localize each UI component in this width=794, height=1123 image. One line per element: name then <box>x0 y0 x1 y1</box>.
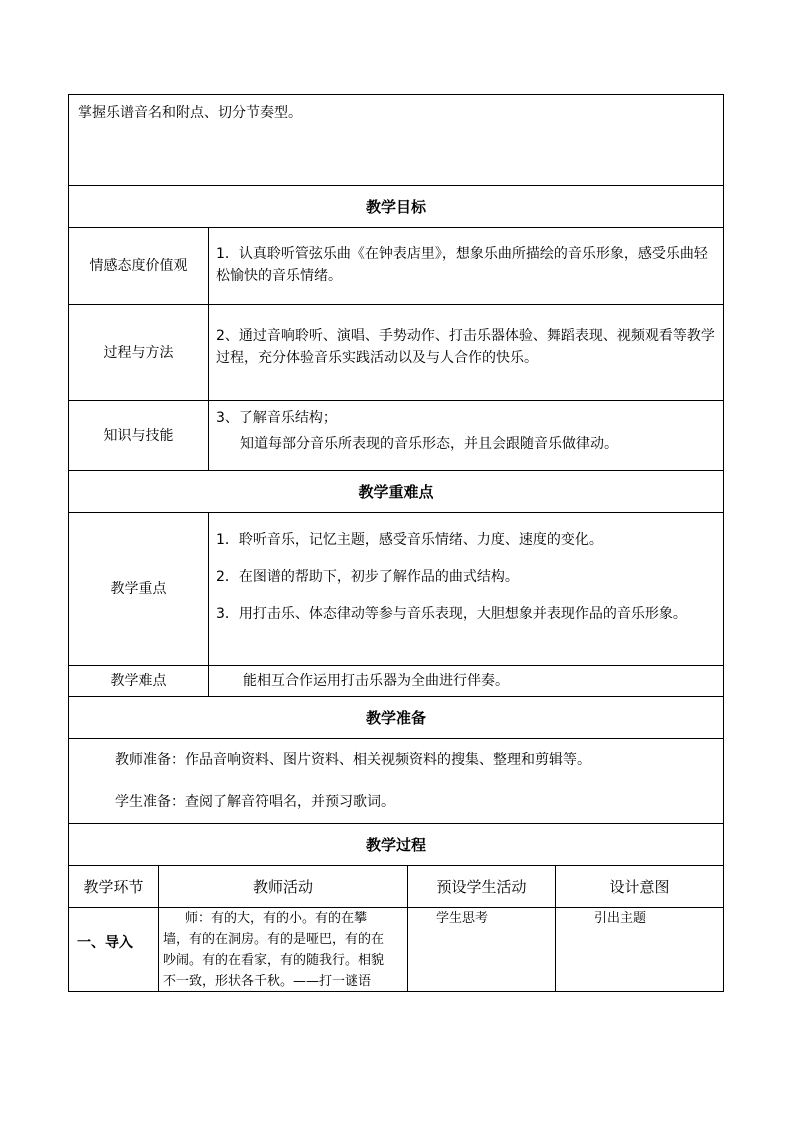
objective-text-knowledge <box>209 401 723 470</box>
teacher-activity-line-3: 吵闹。有的在看家，有的随我行。相貌 <box>163 953 385 968</box>
objective-row-emotion <box>68 228 724 305</box>
preparation-header: 教学准备 <box>365 709 426 727</box>
difficulty-row <box>68 666 724 697</box>
focus-item-3: 3．用打击乐、体态律动等参与音乐表现，大胆想象并表现作品的音乐形象。 <box>216 606 687 622</box>
student-preparation: 学生准备：查阅了解音符唱名，并预习歌词。 <box>115 794 395 810</box>
focus-row <box>68 513 724 666</box>
intro-text: 掌握乐谱音名和附点、切分节奏型。 <box>78 105 302 121</box>
preparation-header-row <box>68 697 724 739</box>
col-header-student: 预设学生活动 <box>408 866 556 907</box>
focus-item-2: 2．在图谱的帮助下，初步了解作品的曲式结构。 <box>216 569 519 585</box>
keypoints-header: 教学重难点 <box>358 483 434 501</box>
teacher-activity-line-4: 不一致，形状各千秋。——打一谜语 <box>163 974 372 989</box>
teacher-activity-line-2: 墙，有的在洞房。有的是哑巴，有的在 <box>163 932 385 947</box>
intro-row <box>68 94 724 186</box>
objectives-header: 教学目标 <box>365 198 426 216</box>
difficulty-label: 教学难点 <box>69 666 209 696</box>
objective-knowledge-line2: 知道每部分音乐所表现的音乐形态，并且会跟随音乐做律动。 <box>240 436 618 452</box>
preparation-row <box>68 739 724 824</box>
process-row-intro <box>68 908 724 992</box>
process-header: 教学过程 <box>365 836 426 854</box>
teacher-activity-line-1: 师：有的大，有的小。有的在攀 <box>185 911 368 926</box>
keypoints-header-row <box>68 471 724 513</box>
objective-text-process: 2、通过音响聆听、演唱、手势动作、打击乐器体验、舞蹈表现、视频观看等教学过程，充分体验音乐实践活动以及与人合作的快乐。 <box>216 328 715 366</box>
difficulty-text: 能相互合作运用打击乐器为全曲进行伴奏。 <box>243 673 509 689</box>
col-header-stage: 教学环节 <box>69 866 159 907</box>
objective-label-knowledge: 知识与技能 <box>69 401 209 470</box>
objective-row-knowledge <box>68 401 724 471</box>
teacher-preparation: 教师准备：作品音响资料、图片资料、相关视频资料的搜集、整理和剪辑等。 <box>115 752 591 768</box>
process-stage: 一、导入 <box>69 908 159 991</box>
objective-row-process <box>68 305 724 401</box>
process-design-intent: 引出主题 <box>594 911 647 926</box>
process-teacher-activity <box>159 908 408 991</box>
col-header-teacher: 教师活动 <box>159 866 408 907</box>
process-student-activity: 学生思考 <box>408 908 556 991</box>
objective-text-emotion: 1．认真聆听管弦乐曲《在钟表店里》，想象乐曲所描绘的音乐形象，感受乐曲轻松愉快的音乐情绪。 <box>216 246 708 284</box>
lesson-plan-document <box>68 94 724 992</box>
focus-label: 教学重点 <box>69 513 209 665</box>
focus-item-1: 1．聆听音乐，记忆主题，感受音乐情绪、力度、速度的变化。 <box>216 532 603 548</box>
col-header-intent: 设计意图 <box>609 877 670 896</box>
process-header-row <box>68 824 724 866</box>
objectives-header-row <box>68 186 724 228</box>
objective-label-emotion: 情感态度价值观 <box>69 228 209 304</box>
focus-items <box>209 513 723 665</box>
objective-label-process: 过程与方法 <box>69 305 209 400</box>
objective-knowledge-line1: 3、了解音乐结构； <box>216 410 337 426</box>
process-columns-row <box>68 866 724 908</box>
